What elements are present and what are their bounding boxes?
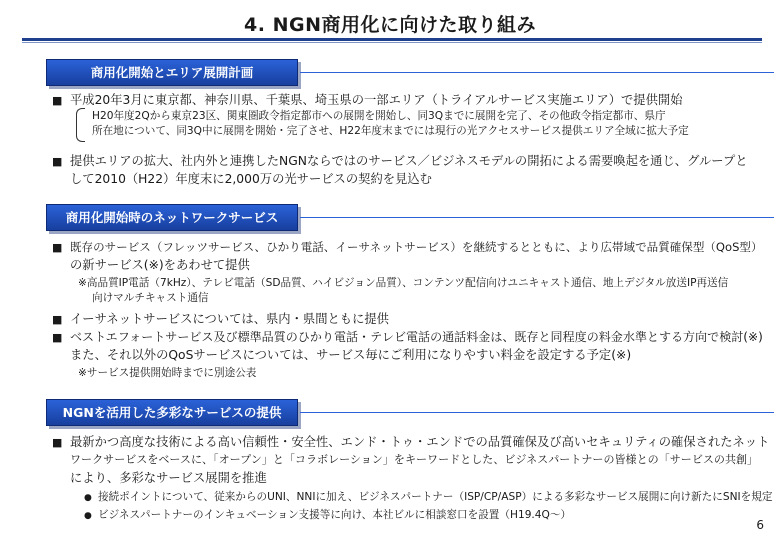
bullet-subtext: 所在地について、同3Q中に展開を開始・完了させ、H22年度末までには現行の光アクセスサービス提供エリア全域に拡大予定 bbox=[92, 125, 689, 137]
bullet-text: 平成20年3月に東京都、神奈川県、千葉県、埼玉県の一部エリア（トライアルサービス実施エリア）で提供開始 bbox=[70, 93, 683, 107]
footnote: 向けマルチキャスト通信 bbox=[92, 292, 209, 304]
bullet-text: また、それ以外のQoSサービスについては、サービス毎にご利用になりやすい料金を設定する予定(※) bbox=[70, 348, 632, 362]
square-bullet-icon: ■ bbox=[52, 313, 63, 326]
section-heading-area-plan: 商用化開始とエリア展開計画 bbox=[46, 59, 298, 86]
bullet-text: により、多彩なサービス展開を推進 bbox=[70, 471, 267, 485]
section-rule bbox=[300, 217, 774, 218]
sub-bullet-text: 接続ポイントについて、従来からのUNI、NNIに加え、ビジネスパートナー（ISP/CP/ASP）による多彩なサービス展開に向け新たにSNIを規定 bbox=[98, 491, 773, 503]
square-bullet-icon: ■ bbox=[52, 241, 63, 254]
bullet-text: イーサネットサービスについては、県内・県間ともに提供 bbox=[70, 312, 389, 326]
section-rule bbox=[300, 412, 774, 413]
bullet-subtext: H20年度2Qから東京23区、関東圏政令指定都市への展開を開始し、同3Qまでに展開を完了、その他政令指定都市、県庁 bbox=[92, 110, 666, 122]
footnote: ※高品質IP電話（7kHz）、テレビ電話（SD品質、ハイビジョン品質）、コンテンツ配信向けユニキャスト通信、地上デジタル放送IP再送信 bbox=[78, 277, 729, 289]
page-title: 4. NGN商用化に向けた取り組み bbox=[244, 14, 536, 36]
square-bullet-icon: ■ bbox=[52, 155, 63, 168]
title-underline-thin bbox=[22, 42, 762, 43]
dot-bullet-icon: ● bbox=[84, 511, 92, 521]
bullet-text: ワークサービスをベースに、「オープン」と「コラボレーション」をキーワードとした、ビジネスパートナーの皆様との「サービスの共創」 bbox=[70, 453, 759, 466]
title-underline bbox=[22, 38, 762, 41]
brace-icon bbox=[76, 108, 85, 142]
bullet-text: 既存のサービス（フレッツサービス、ひかり電話、イーサネットサービス）を継続するとともに、より広帯域で品質確保型（QoS型） bbox=[70, 240, 763, 254]
section-rule bbox=[300, 72, 774, 73]
square-bullet-icon: ■ bbox=[52, 436, 63, 449]
dot-bullet-icon: ● bbox=[84, 493, 92, 503]
bullet-text: して2010（H22）年度末に2,000万の光サービスの契約を見込む bbox=[70, 172, 432, 186]
footnote: ※サービス提供開始時までに別途公表 bbox=[78, 367, 257, 379]
bullet-text: 提供エリアの拡大、社内外と連携したNGNならではのサービス／ビジネスモデルの開拓による需要喚起を通じ、グループと bbox=[70, 154, 748, 168]
bullet-text: の新サービス(※)をあわせて提供 bbox=[70, 258, 250, 272]
bullet-text: 最新かつ高度な技術による高い信頼性・安全性、エンド・トゥ・エンドでの品質確保及び高いセキュリティの確保されたネット bbox=[70, 435, 770, 449]
page-number: 6 bbox=[756, 518, 764, 532]
square-bullet-icon: ■ bbox=[52, 331, 63, 344]
bullet-text: ベストエフォートサービス及び標準品質のひかり電話・テレビ電話の通話料金は、既存と同程度の料金水準とする方向で検討(※) bbox=[70, 330, 763, 344]
square-bullet-icon: ■ bbox=[52, 94, 63, 107]
section-heading-network-services: 商用化開始時のネットワークサービス bbox=[46, 204, 298, 231]
section-heading-diverse-services: NGNを活用した多彩なサービスの提供 bbox=[46, 399, 298, 426]
sub-bullet-text: ビジネスパートナーのインキュベーション支援等に向け、本社ビルに相談窓口を設置（H19.4Q〜） bbox=[98, 509, 572, 521]
